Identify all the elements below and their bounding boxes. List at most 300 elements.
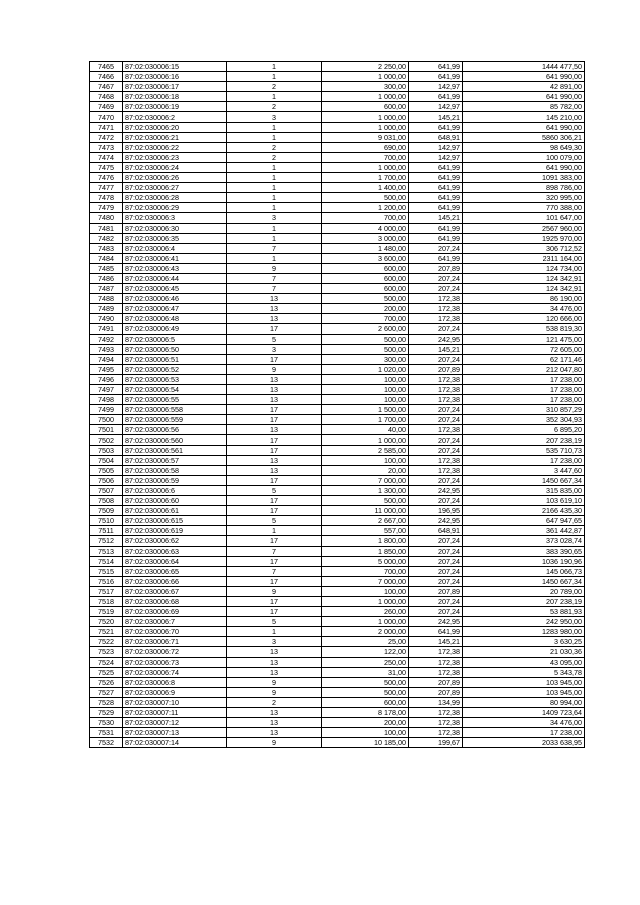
rate-value-cell: 142,97 xyxy=(409,102,463,112)
category-code-cell: 1 xyxy=(227,132,322,142)
cadastral-value-cell: 641 990,00 xyxy=(463,122,585,132)
category-code-cell: 9 xyxy=(227,263,322,273)
cadastral-number-cell: 87:02:030006:17 xyxy=(123,82,227,92)
row-number-cell: 7529 xyxy=(90,708,123,718)
cadastral-number-cell: 87:02:030006:21 xyxy=(123,132,227,142)
area-value-cell: 500,00 xyxy=(322,334,409,344)
cadastral-value-cell: 124 342,91 xyxy=(463,284,585,294)
rate-value-cell: 641,99 xyxy=(409,162,463,172)
row-number-cell: 7476 xyxy=(90,173,123,183)
category-code-cell: 5 xyxy=(227,485,322,495)
category-code-cell: 17 xyxy=(227,324,322,334)
area-value-cell: 40,00 xyxy=(322,425,409,435)
cadastral-value-cell: 1450 667,34 xyxy=(463,475,585,485)
rate-value-cell: 641,99 xyxy=(409,253,463,263)
rate-value-cell: 207,24 xyxy=(409,415,463,425)
area-value-cell: 600,00 xyxy=(322,697,409,707)
row-number-cell: 7489 xyxy=(90,304,123,314)
table-row xyxy=(90,607,585,617)
category-code-cell: 7 xyxy=(227,284,322,294)
rate-value-cell: 641,99 xyxy=(409,62,463,72)
table-row xyxy=(90,566,585,576)
area-value-cell: 3 000,00 xyxy=(322,233,409,243)
rate-value-cell: 172,38 xyxy=(409,304,463,314)
row-number-cell: 7503 xyxy=(90,445,123,455)
rate-value-cell: 172,38 xyxy=(409,728,463,738)
category-code-cell: 3 xyxy=(227,637,322,647)
table-row xyxy=(90,637,585,647)
cadastral-number-cell: 87:02:030006:60 xyxy=(123,496,227,506)
table-row xyxy=(90,445,585,455)
cadastral-number-cell: 87:02:030006:64 xyxy=(123,556,227,566)
row-number-cell: 7509 xyxy=(90,506,123,516)
table-row xyxy=(90,576,585,586)
cadastral-value-cell: 3 447,60 xyxy=(463,465,585,475)
cadastral-number-cell: 87:02:030006:9 xyxy=(123,687,227,697)
category-code-cell: 7 xyxy=(227,566,322,576)
rate-value-cell: 207,24 xyxy=(409,354,463,364)
rate-value-cell: 207,24 xyxy=(409,566,463,576)
area-value-cell: 557,00 xyxy=(322,526,409,536)
rate-value-cell: 172,38 xyxy=(409,425,463,435)
cadastral-number-cell: 87:02:030006:8 xyxy=(123,677,227,687)
area-value-cell: 500,00 xyxy=(322,344,409,354)
rate-value-cell: 172,38 xyxy=(409,708,463,718)
cadastral-value-cell: 98 649,30 xyxy=(463,142,585,152)
area-value-cell: 1 800,00 xyxy=(322,536,409,546)
row-number-cell: 7482 xyxy=(90,233,123,243)
table-row xyxy=(90,677,585,687)
table-row xyxy=(90,596,585,606)
cadastral-value-cell: 145 066,73 xyxy=(463,566,585,576)
row-number-cell: 7470 xyxy=(90,112,123,122)
cadastral-number-cell: 87:02:030006:52 xyxy=(123,364,227,374)
row-number-cell: 7522 xyxy=(90,637,123,647)
area-value-cell: 1 000,00 xyxy=(322,435,409,445)
row-number-cell: 7479 xyxy=(90,203,123,213)
table-row xyxy=(90,62,585,72)
cadastral-number-cell: 87:02:030006:61 xyxy=(123,506,227,516)
row-number-cell: 7466 xyxy=(90,72,123,82)
table-row xyxy=(90,203,585,213)
row-number-cell: 7496 xyxy=(90,374,123,384)
category-code-cell: 9 xyxy=(227,687,322,697)
cadastral-number-cell: 87:02:030006:2 xyxy=(123,112,227,122)
category-code-cell: 17 xyxy=(227,415,322,425)
cadastral-number-cell: 87:02:030006:48 xyxy=(123,314,227,324)
table-body xyxy=(90,62,585,748)
rate-value-cell: 207,24 xyxy=(409,445,463,455)
table-row xyxy=(90,425,585,435)
area-value-cell: 1 200,00 xyxy=(322,203,409,213)
row-number-cell: 7498 xyxy=(90,395,123,405)
row-number-cell: 7526 xyxy=(90,677,123,687)
table-row xyxy=(90,364,585,374)
cadastral-number-cell: 87:02:030006:24 xyxy=(123,162,227,172)
cadastral-number-cell: 87:02:030007:14 xyxy=(123,738,227,748)
area-value-cell: 300,00 xyxy=(322,82,409,92)
cadastral-value-cell: 315 835,00 xyxy=(463,485,585,495)
cadastral-value-cell: 538 819,30 xyxy=(463,324,585,334)
row-number-cell: 7504 xyxy=(90,455,123,465)
area-value-cell: 700,00 xyxy=(322,213,409,223)
cadastral-value-cell: 5 343,78 xyxy=(463,667,585,677)
cadastral-number-cell: 87:02:030006:19 xyxy=(123,102,227,112)
row-number-cell: 7497 xyxy=(90,385,123,395)
cadastral-number-cell: 87:02:030006:70 xyxy=(123,627,227,637)
cadastral-value-cell: 212 047,80 xyxy=(463,364,585,374)
row-number-cell: 7494 xyxy=(90,354,123,364)
table-row xyxy=(90,647,585,657)
category-code-cell: 7 xyxy=(227,243,322,253)
cadastral-value-cell: 320 995,00 xyxy=(463,193,585,203)
table-row xyxy=(90,415,585,425)
cadastral-number-cell: 87:02:030006:26 xyxy=(123,173,227,183)
cadastral-number-cell: 87:02:030006:53 xyxy=(123,374,227,384)
category-code-cell: 3 xyxy=(227,344,322,354)
area-value-cell: 7 000,00 xyxy=(322,475,409,485)
table-row xyxy=(90,314,585,324)
category-code-cell: 17 xyxy=(227,576,322,586)
table-row xyxy=(90,334,585,344)
area-value-cell: 100,00 xyxy=(322,395,409,405)
cadastral-number-cell: 87:02:030006:615 xyxy=(123,516,227,526)
cadastral-value-cell: 306 712,52 xyxy=(463,243,585,253)
category-code-cell: 1 xyxy=(227,173,322,183)
cadastral-value-cell: 100 079,00 xyxy=(463,152,585,162)
cadastral-value-cell: 1450 667,34 xyxy=(463,576,585,586)
category-code-cell: 17 xyxy=(227,435,322,445)
rate-value-cell: 172,38 xyxy=(409,395,463,405)
table-row xyxy=(90,253,585,263)
area-value-cell: 200,00 xyxy=(322,304,409,314)
cadastral-value-cell: 3 630,25 xyxy=(463,637,585,647)
category-code-cell: 5 xyxy=(227,516,322,526)
cadastral-number-cell: 87:02:030006:29 xyxy=(123,203,227,213)
cadastral-number-cell: 87:02:030006:56 xyxy=(123,425,227,435)
category-code-cell: 1 xyxy=(227,253,322,263)
row-number-cell: 7517 xyxy=(90,586,123,596)
rate-value-cell: 242,95 xyxy=(409,516,463,526)
category-code-cell: 7 xyxy=(227,546,322,556)
category-code-cell: 1 xyxy=(227,183,322,193)
category-code-cell: 2 xyxy=(227,102,322,112)
cadastral-number-cell: 87:02:030006:619 xyxy=(123,526,227,536)
cadastral-value-cell: 1444 477,50 xyxy=(463,62,585,72)
table-row xyxy=(90,556,585,566)
table-row xyxy=(90,627,585,637)
row-number-cell: 7531 xyxy=(90,728,123,738)
cadastral-value-cell: 647 947,65 xyxy=(463,516,585,526)
cadastral-number-cell: 87:02:030006:47 xyxy=(123,304,227,314)
rate-value-cell: 641,99 xyxy=(409,122,463,132)
category-code-cell: 9 xyxy=(227,364,322,374)
table-row xyxy=(90,102,585,112)
category-code-cell: 1 xyxy=(227,233,322,243)
cadastral-value-cell: 361 442,87 xyxy=(463,526,585,536)
cadastral-number-cell: 87:02:030006:6 xyxy=(123,485,227,495)
cadastral-value-cell: 103 945,00 xyxy=(463,677,585,687)
row-number-cell: 7474 xyxy=(90,152,123,162)
area-value-cell: 1 000,00 xyxy=(322,72,409,82)
rate-value-cell: 172,38 xyxy=(409,667,463,677)
cadastral-value-cell: 898 786,00 xyxy=(463,183,585,193)
cadastral-value-cell: 17 238,00 xyxy=(463,455,585,465)
category-code-cell: 2 xyxy=(227,697,322,707)
area-value-cell: 500,00 xyxy=(322,687,409,697)
cadastral-value-cell: 17 238,00 xyxy=(463,395,585,405)
row-number-cell: 7528 xyxy=(90,697,123,707)
cadastral-number-cell: 87:02:030007:13 xyxy=(123,728,227,738)
rate-value-cell: 207,89 xyxy=(409,263,463,273)
cadastral-number-cell: 87:02:030006:74 xyxy=(123,667,227,677)
cadastral-number-cell: 87:02:030006:23 xyxy=(123,152,227,162)
table-row xyxy=(90,708,585,718)
rate-value-cell: 145,21 xyxy=(409,637,463,647)
cadastral-value-cell: 352 304,93 xyxy=(463,415,585,425)
category-code-cell: 1 xyxy=(227,122,322,132)
row-number-cell: 7492 xyxy=(90,334,123,344)
category-code-cell: 17 xyxy=(227,496,322,506)
area-value-cell: 500,00 xyxy=(322,294,409,304)
row-number-cell: 7530 xyxy=(90,718,123,728)
area-value-cell: 200,00 xyxy=(322,718,409,728)
category-code-cell: 13 xyxy=(227,718,322,728)
cadastral-number-cell: 87:02:030006:67 xyxy=(123,586,227,596)
row-number-cell: 7500 xyxy=(90,415,123,425)
rate-value-cell: 641,99 xyxy=(409,173,463,183)
area-value-cell: 600,00 xyxy=(322,263,409,273)
cadastral-value-cell: 641 990,00 xyxy=(463,92,585,102)
row-number-cell: 7516 xyxy=(90,576,123,586)
area-value-cell: 1 020,00 xyxy=(322,364,409,374)
rate-value-cell: 207,89 xyxy=(409,586,463,596)
category-code-cell: 1 xyxy=(227,627,322,637)
rate-value-cell: 172,38 xyxy=(409,455,463,465)
cadastral-number-cell: 87:02:030006:73 xyxy=(123,657,227,667)
cadastral-value-cell: 1409 723,64 xyxy=(463,708,585,718)
category-code-cell: 13 xyxy=(227,465,322,475)
row-number-cell: 7505 xyxy=(90,465,123,475)
category-code-cell: 13 xyxy=(227,455,322,465)
rate-value-cell: 207,24 xyxy=(409,405,463,415)
cadastral-value-cell: 121 475,00 xyxy=(463,334,585,344)
cadastral-value-cell: 2166 435,30 xyxy=(463,506,585,516)
cadastral-number-cell: 87:02:030006:69 xyxy=(123,607,227,617)
table-row xyxy=(90,385,585,395)
category-code-cell: 1 xyxy=(227,92,322,102)
area-value-cell: 1 400,00 xyxy=(322,183,409,193)
area-value-cell: 7 000,00 xyxy=(322,576,409,586)
cadastral-number-cell: 87:02:030006:43 xyxy=(123,263,227,273)
rate-value-cell: 242,95 xyxy=(409,617,463,627)
rate-value-cell: 145,21 xyxy=(409,112,463,122)
row-number-cell: 7486 xyxy=(90,273,123,283)
row-number-cell: 7518 xyxy=(90,596,123,606)
table-row xyxy=(90,435,585,445)
area-value-cell: 1 000,00 xyxy=(322,617,409,627)
cadastral-number-cell: 87:02:030006:4 xyxy=(123,243,227,253)
table-row xyxy=(90,183,585,193)
table-row xyxy=(90,193,585,203)
row-number-cell: 7488 xyxy=(90,294,123,304)
table-row xyxy=(90,395,585,405)
table-row xyxy=(90,82,585,92)
rate-value-cell: 199,67 xyxy=(409,738,463,748)
area-value-cell: 2 600,00 xyxy=(322,324,409,334)
cadastral-value-cell: 120 666,00 xyxy=(463,314,585,324)
row-number-cell: 7491 xyxy=(90,324,123,334)
row-number-cell: 7468 xyxy=(90,92,123,102)
table-row xyxy=(90,546,585,556)
cadastral-value-cell: 2311 164,00 xyxy=(463,253,585,263)
cadastral-number-cell: 87:02:030006:58 xyxy=(123,465,227,475)
cadastral-value-cell: 86 190,00 xyxy=(463,294,585,304)
area-value-cell: 1 000,00 xyxy=(322,596,409,606)
row-number-cell: 7532 xyxy=(90,738,123,748)
category-code-cell: 13 xyxy=(227,728,322,738)
rate-value-cell: 207,24 xyxy=(409,576,463,586)
table-row xyxy=(90,112,585,122)
table-row xyxy=(90,304,585,314)
cadastral-value-cell: 373 028,74 xyxy=(463,536,585,546)
cadastral-number-cell: 87:02:030006:45 xyxy=(123,284,227,294)
cadastral-value-cell: 124 342,91 xyxy=(463,273,585,283)
table-row xyxy=(90,496,585,506)
table-row xyxy=(90,284,585,294)
row-number-cell: 7511 xyxy=(90,526,123,536)
area-value-cell: 1 000,00 xyxy=(322,162,409,172)
cadastral-number-cell: 87:02:030006:71 xyxy=(123,637,227,647)
area-value-cell: 700,00 xyxy=(322,314,409,324)
table-row xyxy=(90,506,585,516)
row-number-cell: 7499 xyxy=(90,405,123,415)
category-code-cell: 17 xyxy=(227,596,322,606)
cadastral-value-cell: 85 782,00 xyxy=(463,102,585,112)
area-value-cell: 1 000,00 xyxy=(322,92,409,102)
cadastral-number-cell: 87:02:030006:16 xyxy=(123,72,227,82)
cadastral-number-cell: 87:02:030007:12 xyxy=(123,718,227,728)
table-row xyxy=(90,294,585,304)
row-number-cell: 7513 xyxy=(90,546,123,556)
category-code-cell: 17 xyxy=(227,475,322,485)
category-code-cell: 13 xyxy=(227,294,322,304)
area-value-cell: 1 300,00 xyxy=(322,485,409,495)
cadastral-number-cell: 87:02:030006:20 xyxy=(123,122,227,132)
cadastral-value-cell: 145 210,00 xyxy=(463,112,585,122)
rate-value-cell: 641,99 xyxy=(409,203,463,213)
rate-value-cell: 641,99 xyxy=(409,223,463,233)
cadastral-value-cell: 5860 306,21 xyxy=(463,132,585,142)
cadastral-value-cell: 310 857,29 xyxy=(463,405,585,415)
row-number-cell: 7480 xyxy=(90,213,123,223)
rate-value-cell: 172,38 xyxy=(409,465,463,475)
row-number-cell: 7521 xyxy=(90,627,123,637)
cadastral-value-cell: 1091 383,00 xyxy=(463,173,585,183)
cadastral-value-cell: 1036 190,96 xyxy=(463,556,585,566)
area-value-cell: 122,00 xyxy=(322,647,409,657)
cadastral-value-cell: 6 895,20 xyxy=(463,425,585,435)
category-code-cell: 3 xyxy=(227,112,322,122)
category-code-cell: 17 xyxy=(227,607,322,617)
table-row xyxy=(90,122,585,132)
area-value-cell: 31,00 xyxy=(322,667,409,677)
rate-value-cell: 207,24 xyxy=(409,496,463,506)
table-row xyxy=(90,465,585,475)
row-number-cell: 7490 xyxy=(90,314,123,324)
table-row xyxy=(90,728,585,738)
cadastral-value-cell: 101 647,00 xyxy=(463,213,585,223)
table-row xyxy=(90,667,585,677)
area-value-cell: 100,00 xyxy=(322,374,409,384)
cadastral-value-cell: 34 476,00 xyxy=(463,718,585,728)
cadastral-value-cell: 20 789,00 xyxy=(463,586,585,596)
cadastral-number-cell: 87:02:030007:11 xyxy=(123,708,227,718)
category-code-cell: 13 xyxy=(227,708,322,718)
row-number-cell: 7524 xyxy=(90,657,123,667)
area-value-cell: 700,00 xyxy=(322,152,409,162)
row-number-cell: 7467 xyxy=(90,82,123,92)
table-row xyxy=(90,213,585,223)
row-number-cell: 7520 xyxy=(90,617,123,627)
area-value-cell: 600,00 xyxy=(322,102,409,112)
area-value-cell: 700,00 xyxy=(322,566,409,576)
rate-value-cell: 207,24 xyxy=(409,273,463,283)
area-value-cell: 11 000,00 xyxy=(322,506,409,516)
row-number-cell: 7493 xyxy=(90,344,123,354)
row-number-cell: 7484 xyxy=(90,253,123,263)
cadastral-number-cell: 87:02:030006:57 xyxy=(123,455,227,465)
cadastral-number-cell: 87:02:030006:30 xyxy=(123,223,227,233)
category-code-cell: 2 xyxy=(227,152,322,162)
area-value-cell: 1 850,00 xyxy=(322,546,409,556)
area-value-cell: 2 585,00 xyxy=(322,445,409,455)
rate-value-cell: 207,24 xyxy=(409,607,463,617)
cadastral-value-cell: 42 891,00 xyxy=(463,82,585,92)
category-code-cell: 1 xyxy=(227,223,322,233)
cadastral-number-cell: 87:02:030006:51 xyxy=(123,354,227,364)
area-value-cell: 2 250,00 xyxy=(322,62,409,72)
table-row xyxy=(90,697,585,707)
category-code-cell: 17 xyxy=(227,536,322,546)
rate-value-cell: 207,24 xyxy=(409,324,463,334)
row-number-cell: 7514 xyxy=(90,556,123,566)
row-number-cell: 7507 xyxy=(90,485,123,495)
area-value-cell: 5 000,00 xyxy=(322,556,409,566)
area-value-cell: 260,00 xyxy=(322,607,409,617)
cadastral-value-cell: 242 950,00 xyxy=(463,617,585,627)
category-code-cell: 17 xyxy=(227,445,322,455)
rate-value-cell: 172,38 xyxy=(409,385,463,395)
rate-value-cell: 641,99 xyxy=(409,183,463,193)
cadastral-number-cell: 87:02:030006:55 xyxy=(123,395,227,405)
rate-value-cell: 142,97 xyxy=(409,82,463,92)
area-value-cell: 1 000,00 xyxy=(322,112,409,122)
rate-value-cell: 207,24 xyxy=(409,546,463,556)
rate-value-cell: 145,21 xyxy=(409,213,463,223)
rate-value-cell: 207,24 xyxy=(409,243,463,253)
cadastral-value-cell: 207 238,19 xyxy=(463,596,585,606)
table-row xyxy=(90,617,585,627)
cadastral-number-cell: 87:02:030006:28 xyxy=(123,193,227,203)
cadastral-number-cell: 87:02:030006:561 xyxy=(123,445,227,455)
cadastral-number-cell: 87:02:030006:22 xyxy=(123,142,227,152)
cadastral-value-cell: 21 030,36 xyxy=(463,647,585,657)
cadastral-number-cell: 87:02:030006:558 xyxy=(123,405,227,415)
category-code-cell: 13 xyxy=(227,314,322,324)
rate-value-cell: 242,95 xyxy=(409,485,463,495)
cadastral-value-cell: 383 390,65 xyxy=(463,546,585,556)
